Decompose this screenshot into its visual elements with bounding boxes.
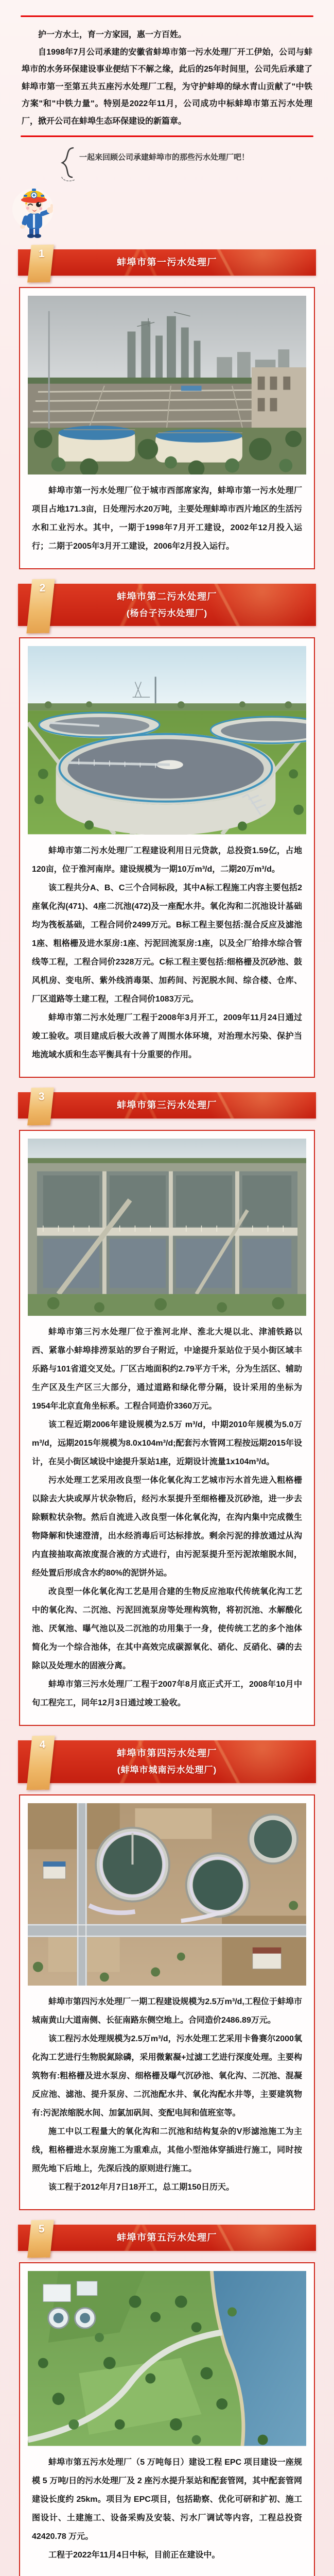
paragraph: 该工程污水处理规模为2.5万m³/d，污水处理工艺采用卡鲁赛尔2000氧化沟工艺进行生物脱氮除磷，采用微絮凝+过滤工艺进行深度处理。主要构筑物有:粗格栅及进水泵房、细格栅及曝气沉砂池、氧化沟、二沉池、混凝反应池、滤池、提升泵房、二沉池配水井、氧化沟配水井等，主要建筑物有:污泥浓缩脱水间、加氯加矾间、变配电间和值班室等。 xyxy=(32,2035,302,2118)
paragraph: 污水处理工艺采用改良型一体化氧化沟工艺城市污水首先进入粗格栅以除去大块或厚片状杂物后，经污水泵提升至细格栅及沉砂池，进一步去除颗粒状杂物。然后自流进入改良型一体化氧化沟，在沟内集中完成微生物降解和快速澄清，出水经消毒后可达标排放。剩余污泥的排放通过从沟内直接抽取高浓度混合液的方式进行，由污泥泵提升至污泥浓缩脱水间，经处置后形成含水约80%的泥饼外运。 xyxy=(32,1476,302,1578)
section-banner-2 xyxy=(18,584,316,626)
section-body-1 xyxy=(28,474,306,556)
mascot-worker-image xyxy=(12,182,57,240)
paragraph: 蚌埠市第二污水处理厂工程于2008年3月开工，2009年11月24日通过竣工验收。项目建成后极大改善了周围水体环境，对治理水污染、保护当地流域水质和生态平衡具有十分重要的作用。 xyxy=(32,1013,302,1059)
brace-doodle-icon xyxy=(58,145,76,181)
section-body-3 xyxy=(28,1316,306,1713)
bubble-text: 一起来回顾公司承建蚌埠市的那些污水处理厂吧！ xyxy=(79,152,250,162)
section-title: 蚌埠市第五污水处理厂 xyxy=(117,2232,217,2243)
section-number: 1 xyxy=(38,247,45,260)
section-title: 蚌埠市第三污水处理厂 xyxy=(117,1099,217,1110)
plant-aerial-photo-1[interactable] xyxy=(28,296,306,474)
plant-aerial-photo-2[interactable] xyxy=(28,646,306,834)
section-number-badge xyxy=(27,2220,54,2258)
paragraph: 蚌埠市第二污水处理厂工程建设利用日元贷款，总投资1.59亿，占地120亩，位于淮河南岸。建设规模为一期10万m³/d，二期20万m³/d。 xyxy=(32,846,302,874)
mascot-wrap xyxy=(0,181,334,243)
paragraph: 施工中以工程量大的氧化沟和二沉池和结构复杂的V形滤池施工为主线，粗格栅进水泵房施工为重难点，其他小型池体穿插进行施工，同时按照先地下后地上，先深后浅的原则进行施工。 xyxy=(32,2127,302,2174)
paragraph: 该工程于2012年月7日18开工，总工期150日历天。 xyxy=(48,2183,234,2192)
paragraph: 该工程近期2006年建设规模为2.5万 m³/d，中期2010年规模为5.0万m³/d，远期2015年规模为8.0x104m³/d;配套污水管网工程按远期2015年设计，在吴小街区域设中途提升泵站1座，近期设计流量1x104m³/d。 xyxy=(32,1420,302,1467)
section-card-1 xyxy=(19,287,315,569)
speech-bubble xyxy=(0,137,334,181)
paragraph: 该工程共分A、B、C三个合同标段，其中A标工程施工内容主要包括2座氧化沟(471)、4座二沉池(472)及一座配水井。氧化沟和二沉池设计基础均为筏板基础，工程合同价2499万元。B标工程主要包括:混合反应及滤池1座、粗格栅及进水泵房:1座、污泥回流泵房:1座，以及全厂给排水综合管线等工程，工程合同价2328万元。C标工程主要包括:细格栅及沉砂池、鼓风机房、变电所、紫外线消毒渠、加药间、污泥脱水间、综合楼、仓库、厂区道路等土建工程，工程合同价1083万元。 xyxy=(32,883,302,1004)
section-number: 5 xyxy=(38,2223,45,2235)
section-card-3 xyxy=(19,1130,315,1726)
section-body-2 xyxy=(28,835,306,1064)
section-number-badge xyxy=(26,1736,55,1790)
section-title: 蚌埠市第四污水处理厂 xyxy=(117,1748,217,1759)
intro-block xyxy=(0,17,334,135)
section-card-5 xyxy=(19,2262,315,2576)
section-number: 4 xyxy=(39,1739,46,1751)
section-card-2 xyxy=(19,637,315,1077)
paragraph: 蚌埠市第四污水处理厂一期工程建设规模为2.5万m³/d,工程位于蚌埠市城南黄山大道南侧、长征南路东侧空地上。合同造价2486.89万元。 xyxy=(32,1997,302,2025)
plant-rendering-photo-5[interactable] xyxy=(28,2271,306,2446)
section-title: 蚌埠市第一污水处理厂 xyxy=(117,257,217,267)
section-body-5 xyxy=(28,2446,306,2565)
section-banner-4 xyxy=(18,1740,316,1783)
section-number-badge xyxy=(27,244,54,282)
intro-paragraph: 护一方水土，育一方家园，惠一方百姓。 xyxy=(38,30,187,39)
section-banner-3 xyxy=(18,1092,316,1118)
section-card-4 xyxy=(19,1794,315,2210)
section-number: 2 xyxy=(39,582,46,595)
section-number-badge xyxy=(27,1087,54,1125)
paragraph: 蚌埠市第五污水处理厂（5 万吨每日）建设工程 EPC 项目建设一座规模 5 万吨/日的污水处理厂及 2 座污水提升泵站和配套管网，其中配套管网建设长度约 25km。项目为 EPC项目，包括勘察、优化可研和扩初、施工图设计、土建施工、设备采购及安装、污水厂调试等内容，工程总投资 42420.78 万元。 xyxy=(32,2458,302,2541)
paragraph: 改良型一体化氧化沟工艺是用合建的生物反应池取代传统氧化沟工艺中的氧化沟、二沉池、污泥回流泵房等处理构筑物，将初沉池、水解酸化池、厌氧池、曝气池以及二沉池的功用集于一身，使传统工艺的多个池体简化为一个综合池体，在其中高效完成碳源氧化、硝化、反硝化、磷的去除以及处理水的固液分离。 xyxy=(32,1587,302,1671)
paragraph: 工程于2022年11月4日中标，目前正在建设中。 xyxy=(48,2550,220,2560)
section-banner-1 xyxy=(18,249,316,276)
section-subtitle: (杨台子污水处理厂) xyxy=(126,608,208,618)
paragraph: 蚌埠市第三污水处理厂位于淮河北岸、淮北大堤以北、津浦铁路以西、紧靠小蚌埠排涝泵站的罗台子附近，中途提升泵站位于吴小街区域丰乐路与101省道交叉处。厂区古地面积约2.79平方千米，分为生活区、辅助生产区及生产区三大部分，通过道路和绿化带分隔，设计采用的坐标为1954年北京直角坐标系。工程合同造价3360万元。 xyxy=(32,1328,302,1411)
section-body-4 xyxy=(28,1986,306,2197)
section-number: 3 xyxy=(38,1090,45,1103)
plant-aerial-photo-3[interactable] xyxy=(28,1139,306,1316)
section-title: 蚌埠市第二污水处理厂 xyxy=(117,591,217,602)
section-banner-5 xyxy=(18,2225,316,2251)
intro-paragraph: 自1998年7月公司承建的安徽省蚌埠市第一污水处理厂开工伊始，公司与蚌埠市的水务环保建设事业便结下不解之缘，此后的25年时间里，公司先后承建了蚌埠市第一至第五共五座污水处理厂工程，为守护蚌埠的绿水青山贡献了"中铁方案"和"中铁力量"。特别是2022年11月，公司成功中标蚌埠市第五污水处理厂，掀开公司在蚌埠生态环保建设的新篇章。 xyxy=(22,47,312,126)
section-subtitle: (蚌埠市城南污水处理厂) xyxy=(117,1765,217,1775)
plant-aerial-photo-4[interactable] xyxy=(28,1803,306,1986)
section-number-badge xyxy=(26,579,55,633)
paragraph: 蚌埠市第三污水处理厂工程于2007年8月底正式开工，2008年10月中旬工程完工，同年12月3日通过竣工验收。 xyxy=(32,1680,302,1708)
paragraph: 蚌埠市第一污水处理厂位于城市西部席家沟，蚌埠市第一污水处理厂项目占地171.3亩，日处理污水20万吨，主要处理蚌埠市西片地区的生活污水和工业污水。其中，一期于1998年7月开工建设，2002年12月投入运行；二期于2005年3月开工建设，2006年2月投入运行。 xyxy=(32,486,302,551)
